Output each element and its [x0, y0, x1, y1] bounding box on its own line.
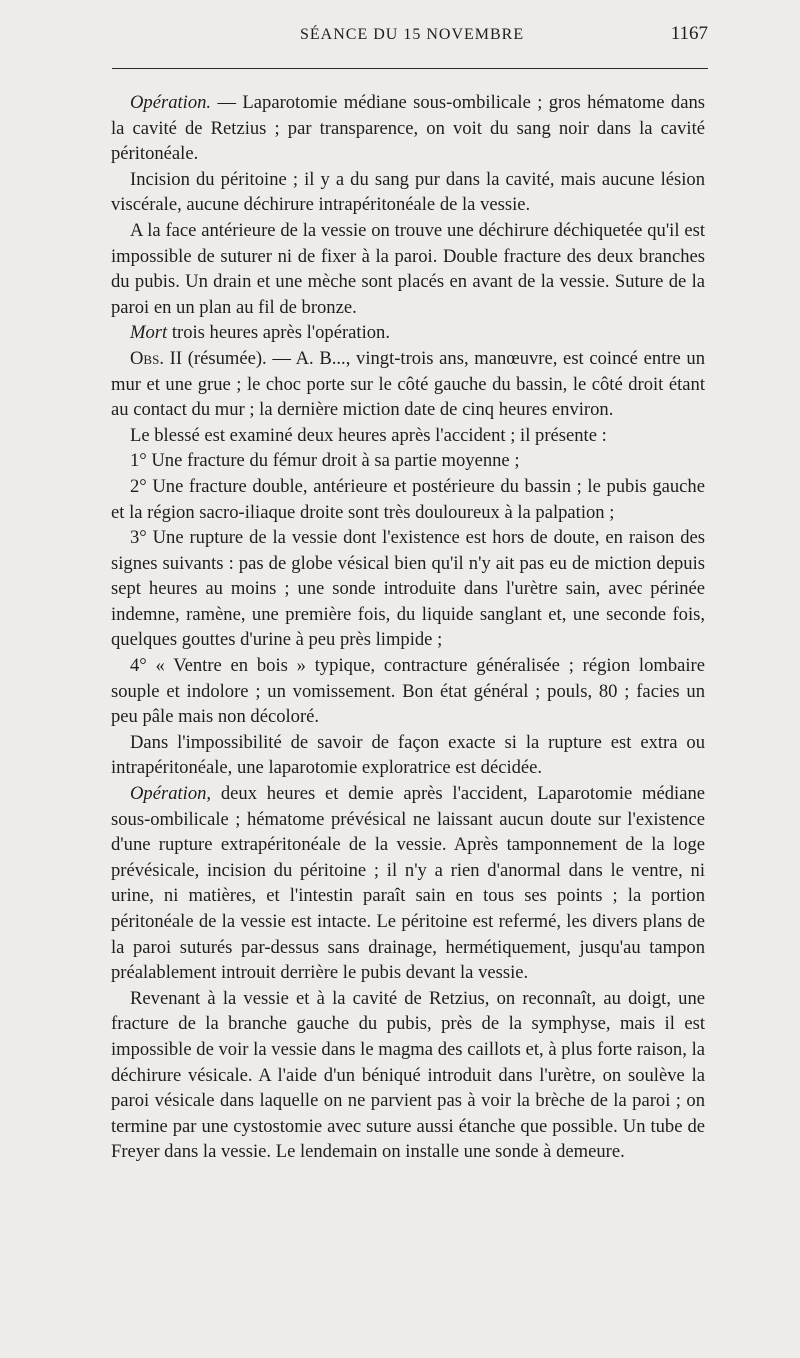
- body-text: [111, 90, 705, 1165]
- paragraph-text: 2° Une fracture double, antérieure et postérieure du bassin ; le pubis gauche et la région sacro-iliaque droite sont très douloureux à la palpation ;: [111, 475, 705, 523]
- paragraph-text: A la face antérieure de la vessie on trouve une déchirure déchiquetée qu'il est impossible de suturer ni de fixer à la paroi. Double fracture des deux branches du pubis. Un drain et une mèche sont placés en avant de la vessie. Suture de la paroi en un plan au fil de bronze.: [111, 219, 705, 318]
- paragraph: [111, 986, 705, 1165]
- paragraph-text: 4° « Ventre en bois » typique, contracture généralisée ; région lombaire souple et indolore ; un vomissement. Bon état général ; pouls, 80 ; facies un peu pâle mais non décoloré.: [111, 655, 705, 728]
- paragraph: [111, 474, 705, 525]
- paragraph-text: deux heures et demie après l'accident, Laparotomie médiane sous-ombilicale ; hématome prévésical ne laissant aucun doute sur l'existence d'une rupture extrapéritonéale de la vessie. Après tamponnement de la loge prévésicale, incision du péritoine ; il n'y a rien d'anormal dans le ventre, ni urine, ni matières, et l'intestin paraît sain en tous ses points ; la portion péritonéale de la vessie est intacte. Le péritoine est refermé, les divers plans de la paroi suturés par-dessus sans drainage, hermétiquement, jusqu'au tampon préalablement introuit derrière le pubis devant la vessie.: [111, 783, 705, 984]
- observation-label: Obs. II: [130, 347, 183, 369]
- paragraph: [111, 90, 705, 167]
- paragraph-text: trois heures après l'opération.: [167, 322, 390, 344]
- paragraph: [111, 320, 705, 346]
- paragraph: [111, 218, 705, 320]
- paragraph-text: Le blessé est examiné deux heures après l'accident ; il présente :: [130, 424, 607, 446]
- running-title: SÉANCE DU 15 NOVEMBRE: [300, 26, 525, 43]
- paragraph: [111, 730, 705, 781]
- paragraph-text: Incision du péritoine ; il y a du sang pur dans la cavité, mais aucune lésion viscérale, aucune déchirure intrapéritonéale de la vessie.: [111, 168, 705, 216]
- paragraph-lead: Opération,: [130, 783, 212, 805]
- running-head: [112, 23, 708, 50]
- paragraph: [111, 423, 705, 449]
- paragraph-text: Revenant à la vessie et à la cavité de Retzius, on reconnaît, au doigt, une fracture de la branche gauche du pubis, près de la symphyse, mais il est impossible de voir la vessie dans le magma des caillots et, à plus forte raison, la déchirure vésicale. A l'aide d'un béniqué introduit dans l'urètre, on soulève la paroi vésicale dans laquelle on ne parvient pas à voir la brèche de la paroi ; on termine par une cystostomie avec suture aussi étanche que possible. Un tube de Freyer dans la vessie. Le lendemain on installe une sonde à demeure.: [111, 987, 705, 1163]
- paragraph: [111, 525, 705, 653]
- paragraph-lead: Opération.: [130, 92, 212, 113]
- header-rule: [112, 68, 708, 69]
- paragraph-text: — Laparotomie médiane sous-ombilicale ; gros hématome dans la cavité de Retzius ; par transparence, on voit du sang noir dans la cavité péritonéale.: [111, 92, 705, 165]
- paragraph: [111, 653, 705, 730]
- paragraph: [111, 781, 705, 986]
- paragraph-text: (résumée). — A. B..., vingt-trois ans, manœuvre, est coincé entre un mur et une grue ; le choc porte sur le côté gauche du bassin, le côté droit étant au contact du mur ; la dernière miction date de cinq heures environ.: [111, 347, 705, 421]
- page-number: 1167: [670, 23, 708, 44]
- paragraph-text: Dans l'impossibilité de savoir de façon exacte si la rupture est extra ou intrapéritonéale, une laparotomie exploratrice est décidée.: [111, 731, 705, 779]
- paragraph: [111, 167, 705, 218]
- paragraph-text: 3° Une rupture de la vessie dont l'existence est hors de doute, en raison des signes suivants : pas de globe vésical bien qu'il n'y ait pas eu de miction depuis sept heures au moins ; une sonde introduite dans l'urètre sain, avec périnée indemne, ramène, une première fois, du liquide sanglant et, une seconde fois, quelques gouttes d'urine à peu près limpide ;: [111, 527, 705, 651]
- paragraph-text: 1° Une fracture du fémur droit à sa partie moyenne ;: [130, 450, 520, 472]
- paragraph: [111, 448, 705, 474]
- paragraph-lead: Mort: [130, 322, 168, 344]
- paragraph: [111, 346, 705, 423]
